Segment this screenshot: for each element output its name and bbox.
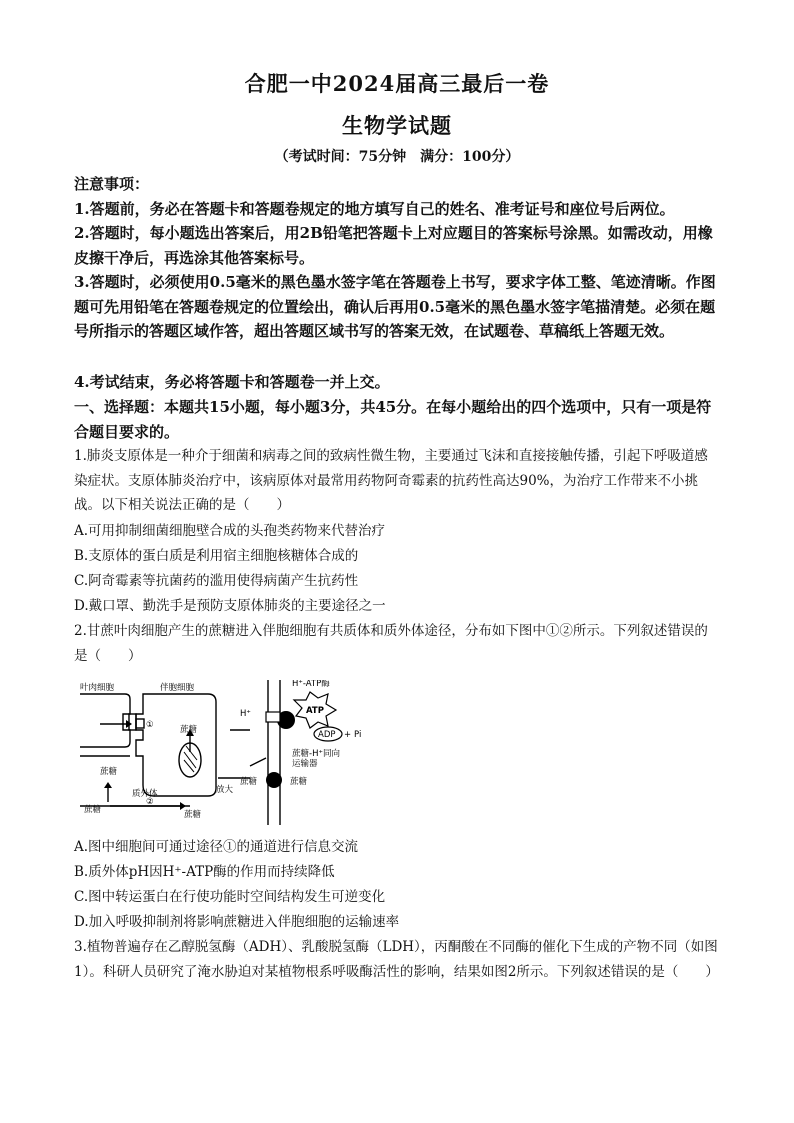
question-1-stem: 1.肺炎支原体是一种介于细菌和病毒之间的致病性微生物，主要通过飞沫和直接接触传播，引起下呼吸道感染症状。支原体肺炎治疗中，该病原体对最常用药物阿奇霉素的抗药性高达90%，为治疗工作带来不小挑战。以下相关说法正确的是（ ）	[74, 448, 708, 513]
question-1-option-b: B.支原体的蛋白质是利用宿主细胞核糖体合成的	[74, 548, 359, 564]
question-2-option-c: C.图中转运蛋白在行使功能时空间结构发生可逆变化	[74, 889, 386, 905]
question-3-stem: 3.植物普遍存在乙醇脱氢酶（ADH）、乳酸脱氢酶（LDH），丙酮酸在不同酶的催化下生成的产物不同（如图1）。科研人员研究了淹水胁迫对某植物根系呼吸酶活性的影响，结果如图2所示。下列叙述错误的是（ ）	[74, 939, 719, 980]
sucrose-transport-diagram	[80, 680, 380, 825]
notice-item-4: 4.考试结束，务必将答题卡和答题卷一并上交。	[74, 373, 390, 391]
label-mesophyll-cell: 叶肉细胞	[80, 683, 115, 693]
label-cotransporter-2: 运输器	[292, 759, 318, 769]
notice-heading: 注意事项：	[74, 175, 150, 193]
label-pi: Pi	[354, 730, 362, 740]
label-plus: +	[344, 730, 352, 740]
question-1-option-a: A.可用抑制细菌细胞壁合成的头孢类药物来代替治疗	[74, 523, 386, 539]
question-2-stem: 2.甘蔗叶肉细胞产生的蔗糖进入伴胞细胞有共质体和质外体途径，分布如下图中①②所示。下列叙述错误的是（ ）	[74, 623, 708, 664]
question-2-option-d: D.加入呼吸抑制剂将影响蔗糖进入伴胞细胞的运输速率	[74, 914, 400, 930]
label-h-plus: H⁺	[240, 709, 251, 719]
label-release: 放大	[216, 785, 234, 795]
label-sucrose-apoplast: 蔗糖	[100, 767, 118, 777]
label-cotransporter-1: 蔗糖-H⁺同向	[292, 749, 340, 759]
label-adp: ADP	[318, 730, 336, 740]
question-1-option-d: D.戴口罩、勤洗手是预防支原体肺炎的主要途径之一	[74, 598, 386, 614]
label-companion-cell: 伴胞细胞	[160, 683, 195, 693]
notice-item-3: 3.答题时，必须使用0.5毫米的黑色墨水签字笔在答题卷上书写，要求字体工整、笔迹清晰。作图题可先用铅笔在答题卷规定的位置绘出，确认后再用0.5毫米的黑色墨水签字笔描清楚。必须在题号所指示的答题区域作答，超出答题区域书写的答案无效，在试题卷、草稿纸上答题无效。	[74, 273, 716, 340]
section-heading: 一、选择题：本题共15小题，每小题3分，共45分。在每小题给出的四个选项中，只有一项是符合题目要求的。	[74, 398, 712, 441]
label-sucrose-right: 蔗糖	[184, 810, 202, 820]
label-atp: ATP	[306, 706, 324, 716]
exam-title: 合肥一中2024届高三最后一卷	[244, 71, 550, 96]
subject-title: 生物学试题	[342, 113, 452, 138]
exam-info: （考试时间：75分钟 满分：100分）	[274, 149, 520, 165]
label-h-atpase: H⁺-ATP酶	[292, 680, 330, 689]
label-sucrose-vacuole: 蔗糖	[180, 725, 198, 735]
question-1-option-c: C.阿奇霉素等抗菌药的滥用使得病菌产生抗药性	[74, 573, 359, 589]
label-apoplast: 质外体	[132, 789, 158, 799]
question-2-option-b: B.质外体pH因H⁺-ATP酶的作用而持续降低	[74, 864, 335, 880]
label-route-1: ①	[146, 720, 154, 730]
question-2-option-a: A.图中细胞间可通过途径①的通道进行信息交流	[74, 839, 359, 855]
label-sucrose-outside: 蔗糖	[240, 777, 258, 787]
notice-item-2: 2.答题时，每小题选出答案后，用2B铅笔把答题卡上对应题目的答案标号涂黑。如需改动，用橡皮擦干净后，再选涂其他答案标号。	[74, 224, 713, 267]
notice-item-1: 1.答题前，务必在答题卡和答题卷规定的地方填写自己的姓名、准考证号和座位号后两位。	[74, 200, 675, 218]
label-route-2: ②	[146, 797, 154, 807]
label-sucrose-inside: 蔗糖	[290, 777, 308, 787]
label-sucrose-bottom: 蔗糖	[84, 805, 102, 815]
